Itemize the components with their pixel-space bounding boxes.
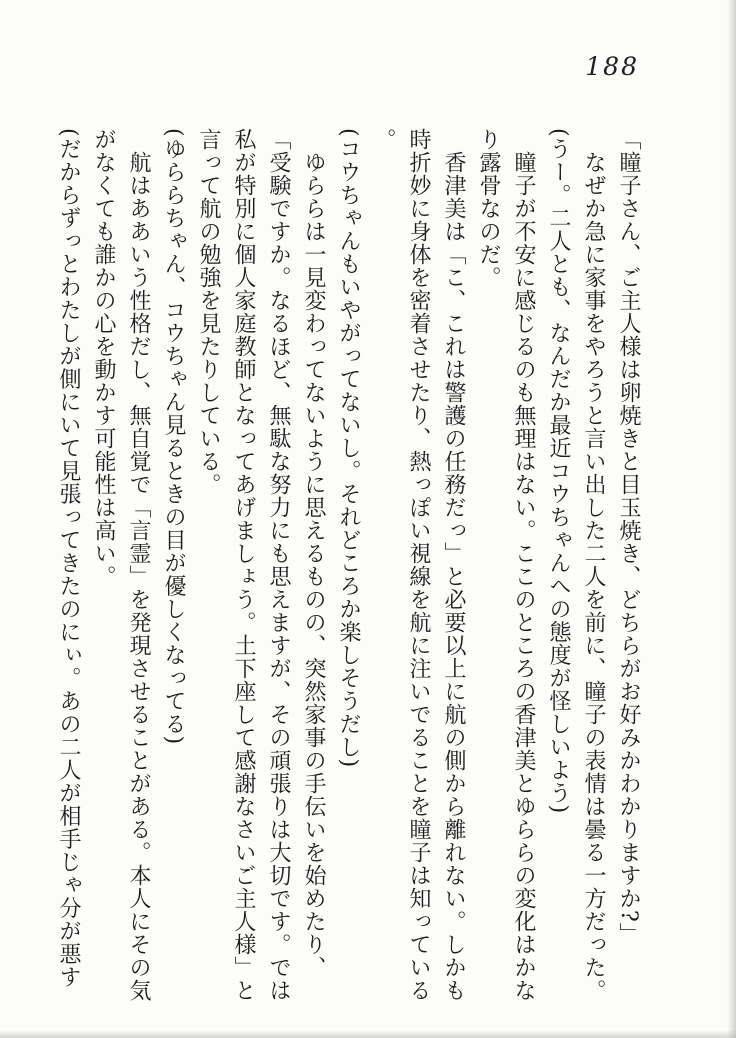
paragraph-thought-2: (コウちゃんもいやがってないし。それどころか楽しそうだし) <box>336 128 361 769</box>
page-edge-shadow-bottom <box>0 1030 736 1038</box>
paragraph-narration-5: 航はああいう性格だし、無自覚で「言霊」を発現させることがある。本人にその気がなくても誰かの心を動かす可能性は高い。 <box>91 128 151 1002</box>
body-text <box>51 128 646 1012</box>
paragraph-narration-2: 瞳子が不安に感じるのも無理はない。ここのところの香津美とゆららの変化はかなり露骨なのだ。 <box>476 128 536 1002</box>
page-edge-shadow-right <box>727 0 736 1038</box>
paragraph-thought-4: (だからずっとわたしが側にいて見張ってきたのにぃ。あの二人が相手じゃ分が悪す <box>56 128 81 989</box>
paragraph-thought-3: (ゆららちゃん、コウちゃん見るときの目が優しくなってる) <box>161 128 186 746</box>
paragraph-narration-4: ゆららは一見変わってないように思えるものの、突然家事の手伝いを始めたり、 <box>301 151 326 979</box>
paragraph-narration-3: 香津美は「こ、これは警護の任務だっ」と必要以上に航の側から離れない。しかも時折妙に身体を密着させたり、熱っぽい視線を航に注いでることを瞳子は知っている。 <box>371 128 466 1002</box>
paragraph-dialogue-2: 「受験ですか。なるほど、無駄な努力にも思えますが、その頑張りは大切です。では私が特別に個人家庭教師となってあげましょう。土下座して感謝なさいご主人様」と言って航の勉強を見たりしている。 <box>196 128 291 1002</box>
paragraph-narration-1: なぜか急に家事をやろうと言い出した二人を前に、瞳子の表情は曇る一方だった。 <box>581 151 606 1002</box>
page-number: 188 <box>585 52 639 81</box>
paragraph-thought-1: (うー。二人とも、なんだか最近コウちゃんへの態度が怪しいよう) <box>546 128 571 815</box>
paragraph-dialogue-1: 「瞳子さん、ご主人様は卵焼きと目玉焼き、どちらがお好みかわかりますか?」 <box>616 128 641 946</box>
